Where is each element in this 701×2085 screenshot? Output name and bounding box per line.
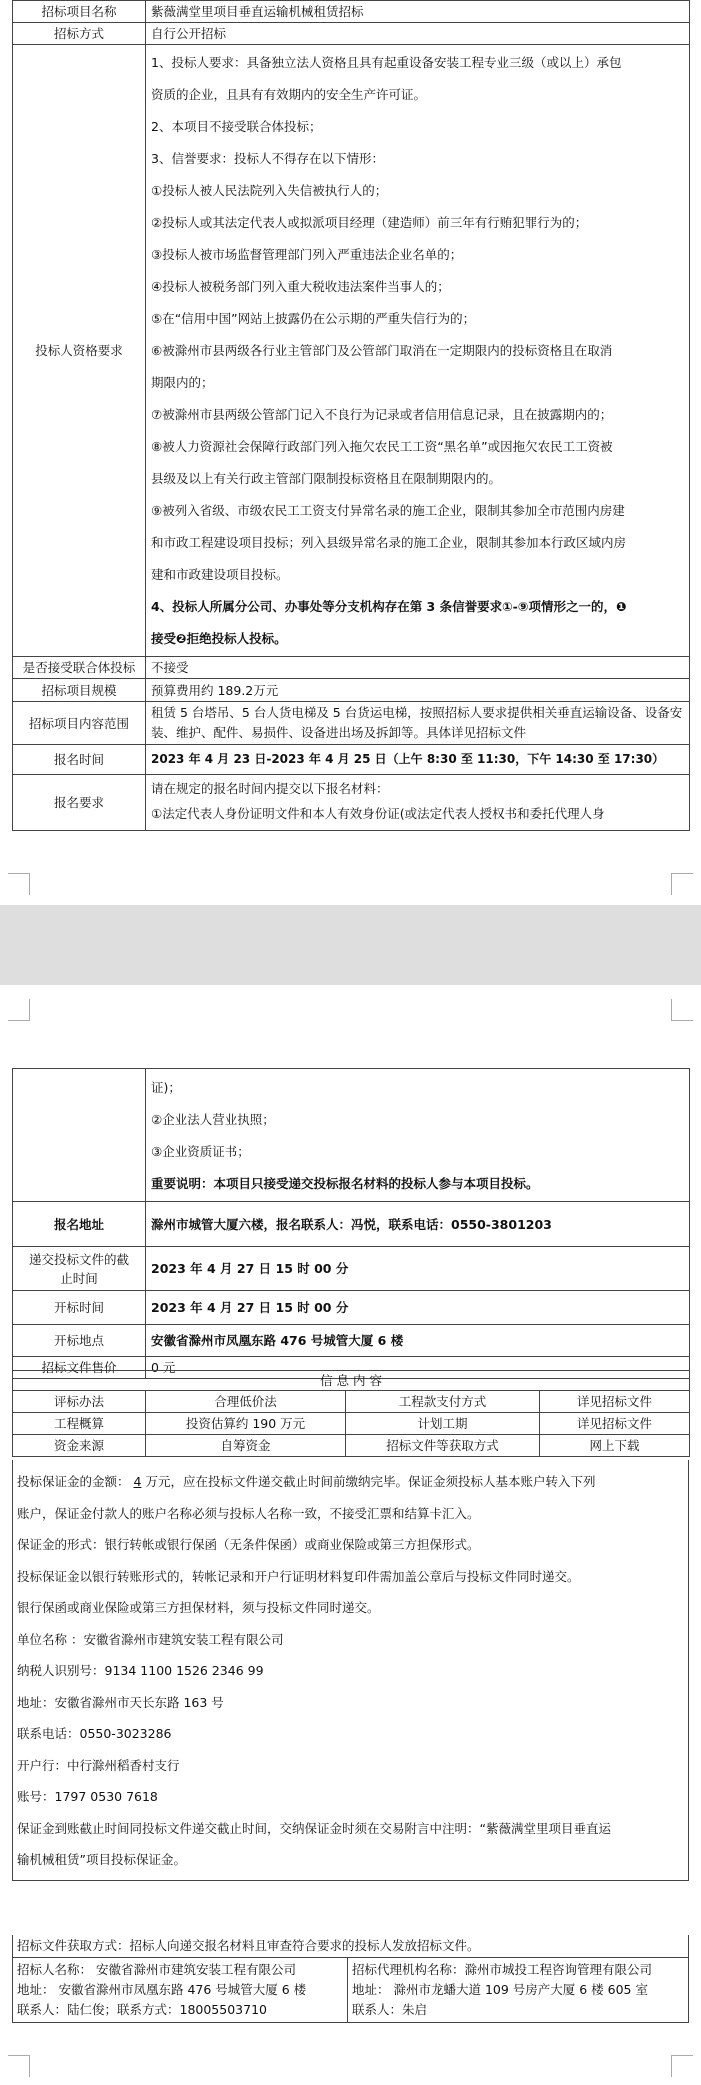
- table-row: [13, 23, 690, 45]
- table-row: [13, 1069, 690, 1202]
- qualification-item: 1、投标人要求：具备独立法人资格且具有起重设备安装工程专业三级（或以上）承包: [151, 55, 622, 70]
- registration-time-label: 报名时间: [13, 745, 146, 775]
- tenderer-line: 招标人名称： 安徽省滁州市建筑安装工程有限公司: [17, 1962, 296, 1977]
- deposit-amount-line: [13, 1466, 688, 1498]
- table-row: [13, 1371, 690, 1391]
- tenderer-info: [13, 1958, 348, 2022]
- qualification-content: [146, 45, 690, 657]
- table-row: [13, 745, 690, 775]
- registration-req-label: 报名要求: [13, 775, 146, 831]
- document-page-1: [0, 0, 701, 905]
- table-row: [13, 1435, 690, 1457]
- opening-place-label: 开标地点: [13, 1325, 146, 1357]
- consortium-label: 是否接受联合体投标: [13, 657, 146, 679]
- registration-req-line: ①法定代表人身份证明文件和本人有效身份证(或法定代表人授权书和委托代理人身: [151, 806, 605, 821]
- registration-address-label: 报名地址: [13, 1202, 146, 1247]
- qualification-item: 县级及以上有关行政主管部门限制投标资格且在限制期限内的。: [151, 471, 502, 486]
- info-cell: 投资估算约 190 万元: [146, 1413, 346, 1435]
- deposit-line: 银行保函或商业保险或第三方担保材料，须与投标文件同时递交。: [17, 1600, 380, 1615]
- qualification-item: ①投标人被人民法院列入失信被执行人的；: [151, 183, 388, 198]
- deposit-details: [13, 1498, 688, 1876]
- info-cell: 评标办法: [13, 1391, 146, 1413]
- deposit-prefix: 投标保证金的金额：: [17, 1474, 130, 1489]
- qualification-list: [151, 47, 684, 591]
- table-row: [13, 775, 690, 831]
- submission-deadline-label: 递交投标文件的截止时间: [13, 1247, 146, 1291]
- deposit-line: 账号：1797 0530 7618: [17, 1789, 158, 1804]
- info-cell: 详见招标文件: [540, 1413, 690, 1435]
- deposit-line: 保证金的形式：银行转帐或银行保函（无条件保函）或商业保险或第三方担保形式。: [17, 1537, 480, 1552]
- qualification-item: 建和市政建设项目投标。: [151, 567, 289, 582]
- qualification-item: 2、本项目不接受联合体投标；: [151, 119, 322, 134]
- table-row: [13, 679, 690, 702]
- registration-time-value: 2023 年 4 月 23 日-2023 年 4 月 25 日（上午 8:30 至 11:30，下午 14:30 至 17:30）: [146, 745, 690, 775]
- tender-info-table-continued: [12, 1068, 690, 1379]
- qualification-branch-rule: [151, 591, 684, 655]
- table-row: [13, 1291, 690, 1325]
- deposit-line: 地址：安徽省滁州市天长东路 163 号: [17, 1694, 224, 1710]
- deposit-line: 投标保证金以银行转账形式的，转帐记录和开户行证明材料复印件需加盖公章后与投标文件同时递交。: [17, 1568, 580, 1584]
- deposit-line: 保证金到账截止时间同投标文件递交截止时间，交纳保证金时须在交易附言中注明：“紫薇满堂里项目垂直运: [17, 1820, 611, 1836]
- info-content-title: 信 息 内 容: [13, 1371, 690, 1391]
- deposit-line: 开户行：中行滁州稻香村支行: [17, 1757, 180, 1773]
- tenderer-line: 地址： 安徽省滁州市凤凰东路 476 号城管大厦 6 楼: [17, 1982, 307, 1997]
- deposit-section: [12, 1460, 689, 1881]
- registration-req-line: 请在规定的报名时间内提交以下报名材料：: [151, 781, 389, 796]
- qualification-item: 期限内的；: [151, 375, 214, 390]
- doc-price-label: 招标文件售价: [13, 1357, 146, 1379]
- doc-price-value: 0 元: [146, 1357, 690, 1379]
- page-corner-mark: [8, 999, 30, 1021]
- page-corner-mark: [671, 999, 693, 1021]
- opening-place-value: 安徽省滁州市凤凰东路 476 号城管大厦 6 楼: [146, 1325, 690, 1357]
- page-corner-mark: [671, 2055, 693, 2077]
- deposit-amount: 4: [133, 1474, 142, 1489]
- opening-time-value: 2023 年 4 月 27 日 15 时 00 分: [146, 1291, 690, 1325]
- important-note: 重要说明：本项目只接受递交投标报名材料的投标人参与本项目投标。: [151, 1176, 539, 1191]
- page-corner-mark: [8, 873, 30, 895]
- deposit-line: 纳税人识别号：9134 1100 1526 2346 99: [17, 1663, 264, 1678]
- scale-value: 预算费用约 189.2万元: [146, 679, 690, 702]
- page-corner-mark: [671, 873, 693, 895]
- registration-req-value: [146, 775, 690, 831]
- document-page-2: [0, 985, 701, 2085]
- qualification-item: ⑨被列入省级、市级农民工工资支付异常名录的施工企业，限制其参加全市范围内房建: [151, 503, 625, 518]
- registration-address-value: 滁州市城管大厦六楼，报名联系人：冯悦，联系电话：0550-3801203: [146, 1202, 690, 1247]
- agent-info: [348, 1958, 688, 2022]
- qualification-item: ③投标人被市场监督管理部门列入严重违法企业名单的；: [151, 247, 463, 262]
- qualification-item: ②投标人或其法定代表人或拟派项目经理（建造师）前三年有行贿犯罪行为的；: [151, 215, 588, 230]
- qualification-item: 资质的企业，且具有有效期内的安全生产许可证。: [151, 87, 427, 102]
- info-cell: 工程概算: [13, 1413, 146, 1435]
- info-cell: 合理低价法: [146, 1391, 346, 1413]
- deposit-line: 账户，保证金付款人的账户名称必须与投标人名称一致，不接受汇票和结算卡汇入。: [17, 1505, 480, 1521]
- qualification-item: 3、信誉要求：投标人不得存在以下情形：: [151, 151, 384, 166]
- qualification-item: ④投标人被税务部门列入重大税收违法案件当事人的；: [151, 279, 450, 294]
- doc-acquisition-method: 招标文件获取方式：招标人向递交报名材料且审查符合要求的投标人发放招标文件。: [12, 1935, 689, 1958]
- qualification-branch-line: 4、投标人所属分公司、办事处等分支机构存在第 3 条信誉要求①-⑨项情形之一的，❶: [151, 599, 627, 614]
- info-cell: 招标文件等获取方式: [346, 1435, 540, 1457]
- info-cell: 自筹资金: [146, 1435, 346, 1457]
- info-cell: 计划工期: [346, 1413, 540, 1435]
- qualification-item: ⑧被人力资源社会保障行政部门列入拖欠农民工工资“黑名单”或因拖欠农民工工资被: [151, 439, 613, 454]
- qualification-item: ⑥被滁州市县两级各行业主管部门及公管部门取消在一定期限内的投标资格且在取消: [151, 343, 613, 358]
- opening-time-label: 开标时间: [13, 1291, 146, 1325]
- table-row: [13, 1202, 690, 1247]
- deposit-suffix: 万元，应在投标文件递交截止时间前缴纳完毕。保证金须投标人基本账户转入下列: [145, 1474, 596, 1489]
- table-row: [13, 1247, 690, 1291]
- table-row: [13, 702, 690, 745]
- table-row: [13, 1413, 690, 1435]
- registration-req-line: ③企业资质证书；: [151, 1144, 250, 1159]
- agent-line: 招标代理机构名称：滁州市城投工程咨询管理有限公司: [352, 1962, 653, 1977]
- consortium-value: 不接受: [146, 657, 690, 679]
- deposit-line: 输机械租赁”项目投标保证金。: [17, 1852, 186, 1867]
- scale-label: 招标项目规模: [13, 679, 146, 702]
- table-row: [13, 657, 690, 679]
- scope-value: 租赁 5 台塔吊、5 台人货电梯及 5 台货运电梯，按照招标人要求提供相关垂直运输设备、设备安装、维护、配件、易损件、设备进出场及拆卸等。具体详见招标文件: [146, 702, 690, 745]
- table-row: [13, 1325, 690, 1357]
- info-content-table: [12, 1370, 690, 1457]
- qualification-item: ⑤在“信用中国”网站上披露仍在公示期的严重失信行为的；: [151, 311, 476, 326]
- submission-deadline-value: 2023 年 4 月 27 日 15 时 00 分: [146, 1247, 690, 1291]
- qualification-item: ⑦被滁州市县两级公管部门记入不良行为记录或者信用信息记录，且在披露期内的；: [151, 407, 613, 422]
- info-cell: 工程款支付方式: [346, 1391, 540, 1413]
- page-corner-mark: [8, 2055, 30, 2077]
- qualification-label: 投标人资格要求: [13, 45, 146, 657]
- contacts-section: [12, 1957, 689, 2023]
- scope-label: 招标项目内容范围: [13, 702, 146, 745]
- table-row: [13, 45, 690, 657]
- info-cell: 网上下载: [540, 1435, 690, 1457]
- tender-method-value: 自行公开招标: [146, 23, 690, 45]
- project-name-value: 紫薇满堂里项目垂直运输机械租赁招标: [146, 1, 690, 23]
- agent-line: 联系人：朱启: [352, 2002, 428, 2017]
- tenderer-line: 联系人：陆仁俊；联系方式：18005503710: [17, 2002, 267, 2017]
- table-row: [13, 1, 690, 23]
- info-cell: 详见招标文件: [540, 1391, 690, 1413]
- info-cell: 资金来源: [13, 1435, 146, 1457]
- deposit-line: 单位名称 ：安徽省滁州市建筑安装工程有限公司: [17, 1631, 284, 1647]
- registration-req-line: ②企业法人营业执照；: [151, 1112, 275, 1127]
- qualification-item: 和市政工程建设项目投标；列入县级异常名录的施工企业，限制其参加本行政区域内房: [151, 535, 627, 550]
- tender-info-table: [12, 0, 690, 831]
- empty-label-cell: [13, 1069, 146, 1202]
- tender-method-label: 招标方式: [13, 23, 146, 45]
- registration-req-line: 证)；: [151, 1080, 181, 1095]
- project-name-label: 招标项目名称: [13, 1, 146, 23]
- qualification-branch-line: 接受❷拒绝投标人投标。: [151, 631, 287, 646]
- table-row: [13, 1391, 690, 1413]
- registration-req-continued: [146, 1069, 690, 1202]
- deposit-line: 联系电话：0550-3023286: [17, 1726, 172, 1741]
- agent-line: 地址： 滁州市龙蟠大道 109 号房产大厦 6 楼 605 室: [352, 1982, 648, 1997]
